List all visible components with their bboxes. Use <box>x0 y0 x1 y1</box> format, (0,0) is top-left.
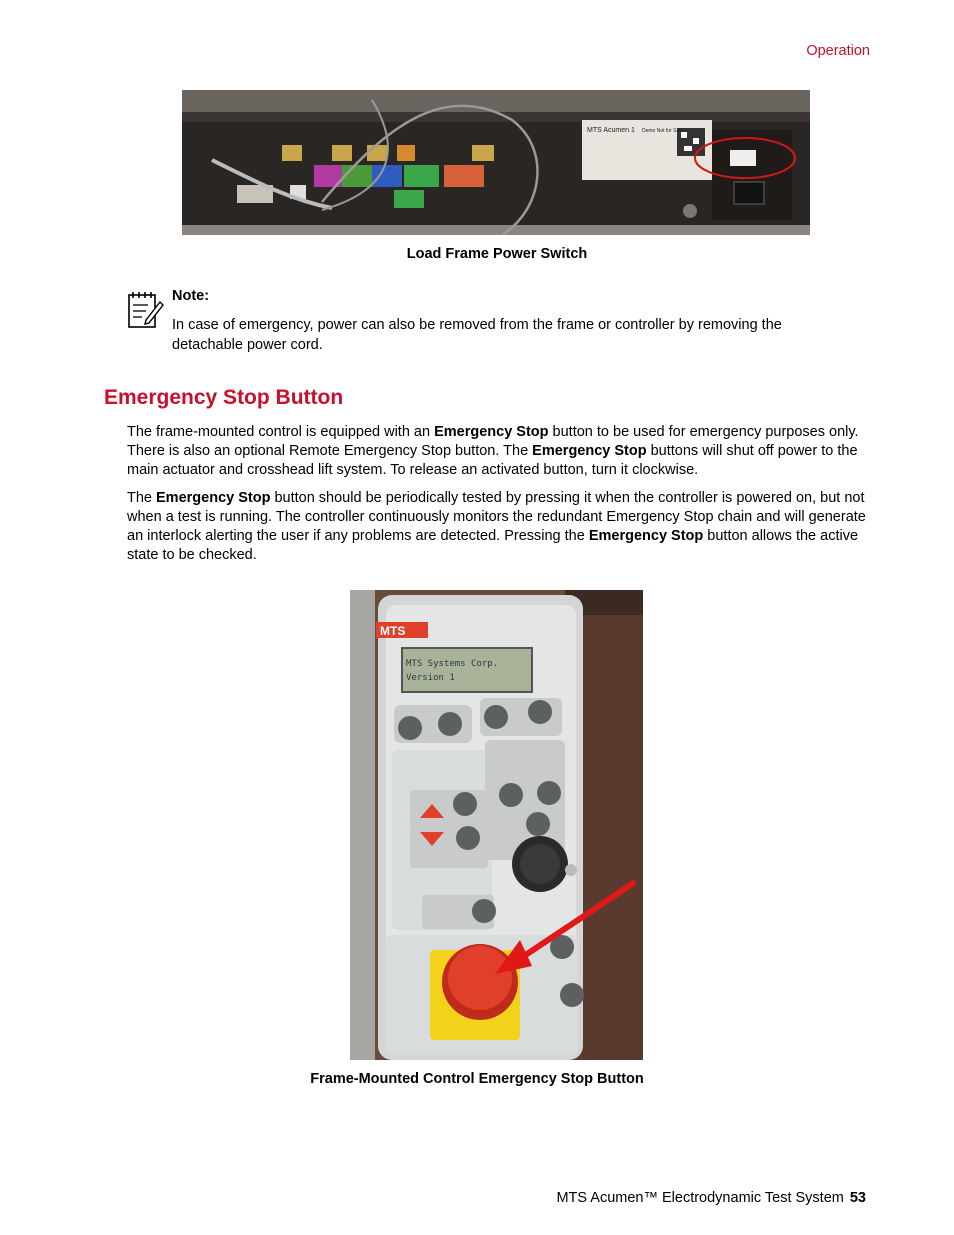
text-run: button to be used for emergency purposes only. There is also an optional Remote Emergency Stop button. The <box>127 424 859 459</box>
section-heading: Emergency Stop Button <box>104 386 344 409</box>
bold-term: Emergency Stop <box>588 528 704 544</box>
lcd-line-1: MTS Systems Corp. <box>406 659 499 669</box>
lcd-line-2: Version 1 <box>406 673 455 683</box>
bold-term: Emergency Stop <box>156 490 271 506</box>
label-plate-title: MTS Acumen 1 <box>587 127 635 134</box>
note-label: Note: <box>172 288 210 304</box>
label-plate-note: Demo Not for Sale <box>642 128 684 134</box>
paragraph-1 <box>127 423 869 480</box>
running-header: Operation <box>806 43 870 59</box>
bold-term: Emergency Stop <box>434 424 549 440</box>
text-run: The frame-mounted control is equipped with an <box>127 424 435 440</box>
bold-term: Emergency Stop <box>532 443 647 459</box>
text-run: button allows the active state to be checked. <box>127 528 859 563</box>
text-run: The <box>127 490 157 506</box>
mts-logo: MTS <box>380 624 406 638</box>
footer-doc-title: MTS Acumen™ Electrodynamic Test System <box>556 1190 844 1206</box>
text-run: buttons will shut off power to the main actuator and crosshead lift system. To release an activated button, turn it clockwise. <box>127 443 858 478</box>
paragraph-2 <box>127 489 869 565</box>
note-text: In case of emergency, power can also be removed from the frame or controller by removing the detachable power cord. <box>172 317 782 353</box>
figure-caption-estop: Frame-Mounted Control Emergency Stop Button <box>310 1071 644 1087</box>
page-footer <box>556 1190 866 1206</box>
text-run: button should be periodically tested by pressing it when the controller is powered on, but not when a test is running. The controller continuously monitors the redundant Emergency Stop chain and will generate an interlock alerting the user if any problems are detected. Pressing the <box>127 490 866 544</box>
page-number: 53 <box>849 1190 866 1206</box>
figure-caption-power-switch: Load Frame Power Switch <box>406 246 588 262</box>
load-frame-rear-panel-photo <box>182 90 810 235</box>
frame-mounted-control-photo <box>350 590 643 1060</box>
note-pad-icon <box>126 290 164 330</box>
